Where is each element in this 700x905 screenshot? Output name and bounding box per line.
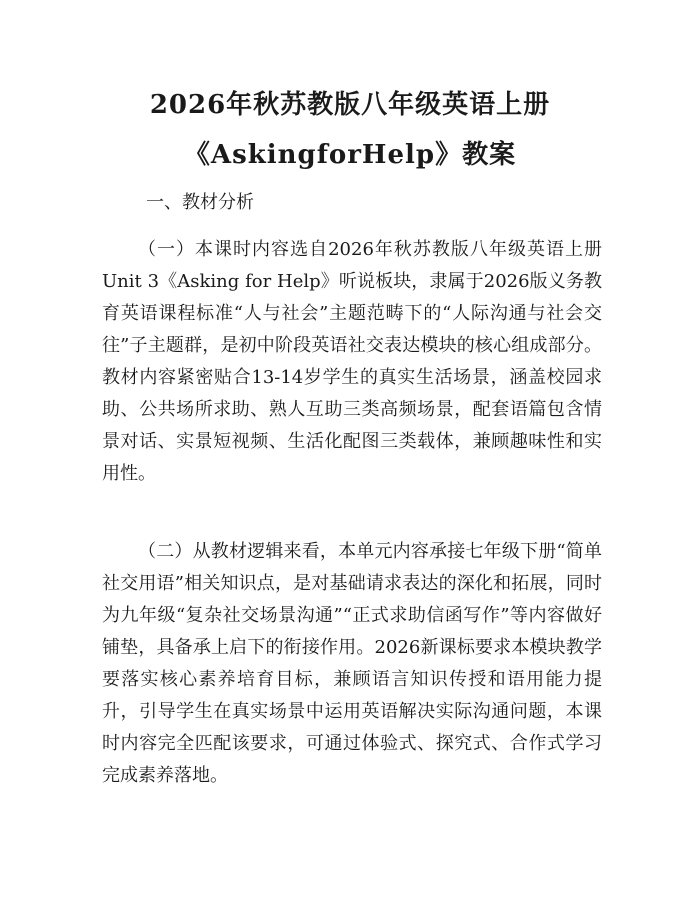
paragraph-2: （二）从教材逻辑来看，本单元内容承接七年级下册“简单社交用语”相关知识点，是对基础请求表达的深化和拓展，同时为九年级“复杂社交场景沟通”“正式求助信函写作”等内容做好铺垫，具备承上启下的衔接作用。2026新课标要求本模块教学要落实核心素养培育目标，兼顾语言知识传授和语用能力提升，引导学生在真实场景中运用英语解决实际沟通问题，本课时内容完全匹配该要求，可通过体验式、探究式、合作式学习完成素养落地。	[102, 541, 602, 786]
paragraph-1: （一）本课时内容选自2026年秋苏教版八年级英语上册Unit 3《Asking for Help》听说板块，隶属于2026版义务教育英语课程标准“人与社会”主题范畴下的“人际沟通与社会交往”子主题群，是初中阶段英语社交表达模块的核心组成部分。教材内容紧密贴合13-14岁学生的真实生活场景，涵盖校园求助、公共场所求助、熟人互助三类高频场景，配套语篇包含情景对话、实景短视频、生活化配图三类载体，兼顾趣味性和实用性。	[102, 239, 602, 484]
document-title-line-1: 2026年秋苏教版八年级英语上册	[149, 90, 551, 120]
section-heading: 一、教材分析	[146, 192, 254, 213]
document-title-line-2: 《AskingforHelp》教案	[183, 140, 517, 170]
